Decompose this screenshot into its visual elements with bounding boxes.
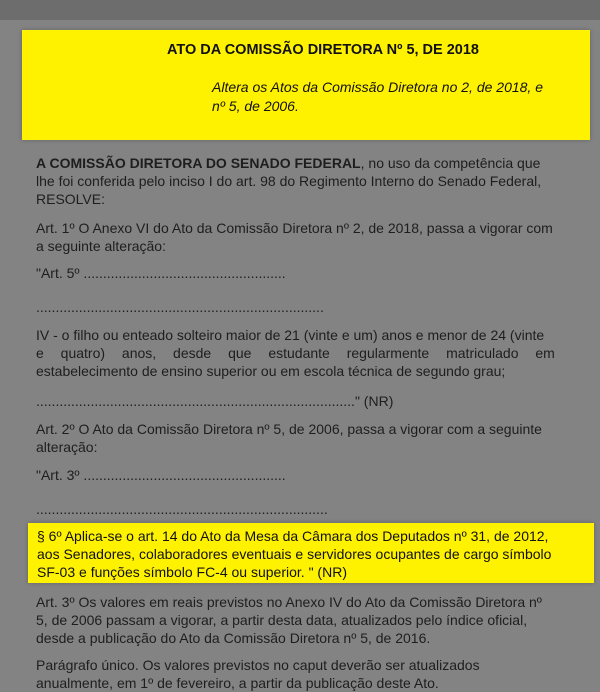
preamble-organ: A COMISSÃO DIRETORA DO SENADO FEDERAL [36,155,361,171]
paragrafo-line: anualmente, em 1º de fevereiro, a partir da publicação deste Ato. [36,675,439,691]
quote2-art3: "Art. 3º .................................................... [36,467,286,483]
highlight-line: § 6º Aplica-se o art. 14 do Ato da Mesa da Câmara dos Deputados nº 31, de 2012, [37,528,549,544]
quote1-dots: .......................................................................... [36,299,324,315]
article-line: desde a publicação do Ato da Comissão Diretora nº 5, de 2016. [36,630,431,646]
ementa-line: Altera os Atos da Comissão Diretora no 2, de 2018, e [212,79,543,95]
article-2 [36,420,564,456]
quote2-dots: ........................................................................... [36,501,328,517]
article-line: 5, de 2006 passam a vigorar, a partir desta data, atualizados pelo índice oficial, [36,612,528,628]
article-line: alteração: [36,439,98,455]
ementa-line: nº 5, de 2006. [212,98,299,114]
inciso-line: estabelecimento de ensino superior ou em escola técnica de segundo grau; [36,363,506,379]
article-1 [36,219,564,255]
preamble-text: , no uso da competência que [360,155,541,171]
preamble-resolve: RESOLVE: [36,191,105,207]
top-shadow [0,0,600,20]
header-highlight-box [22,30,590,140]
highlight-line: SF-03 e funções símbolo FC-4 ou superior. " (NR) [37,564,347,580]
quote1-dots-nr: .................................................................................." (NR) [36,393,394,409]
highlighted-paragraph [37,527,567,581]
inciso-line: IV - o filho ou enteado solteiro maior de 21 (vinte e um) anos e menor de 24 (vinte [36,327,545,343]
paragrafo-line: Parágrafo único. Os valores previstos no caput deverão ser atualizados [36,657,480,673]
article-line: Art. 1º O Anexo VI do Ato da Comissão Diretora nº 2, de 2018, passa a vigorar com [36,220,553,236]
article-3 [36,593,564,647]
paragrafo-unico [36,656,564,692]
highlight-line: aos Senadores, colaboradores eventuais e servidores ocupantes de cargo símbolo [37,546,552,562]
preamble [36,154,564,208]
article-line: Art. 3º Os valores em reais previstos no Anexo IV do Ato da Comissão Diretora nº [36,594,542,610]
document-title: ATO DA COMISSÃO DIRETORA Nº 5, DE 2018 [166,42,479,58]
preamble-line: lhe foi conferida pelo inciso I do art. 98 do Regimento Interno do Senado Federal, [36,173,542,189]
inciso-iv [36,326,564,380]
article-line: Art. 2º O Ato da Comissão Diretora nº 5, de 2006, passa a vigorar com a seguinte [36,421,542,437]
quote1-art5: "Art. 5º .................................................... [36,265,286,281]
article-line: a seguinte alteração: [36,238,166,254]
inciso-line: e quatro) anos, desde que estudante regularmente matriculado em [36,345,555,361]
document-ementa [212,78,582,116]
